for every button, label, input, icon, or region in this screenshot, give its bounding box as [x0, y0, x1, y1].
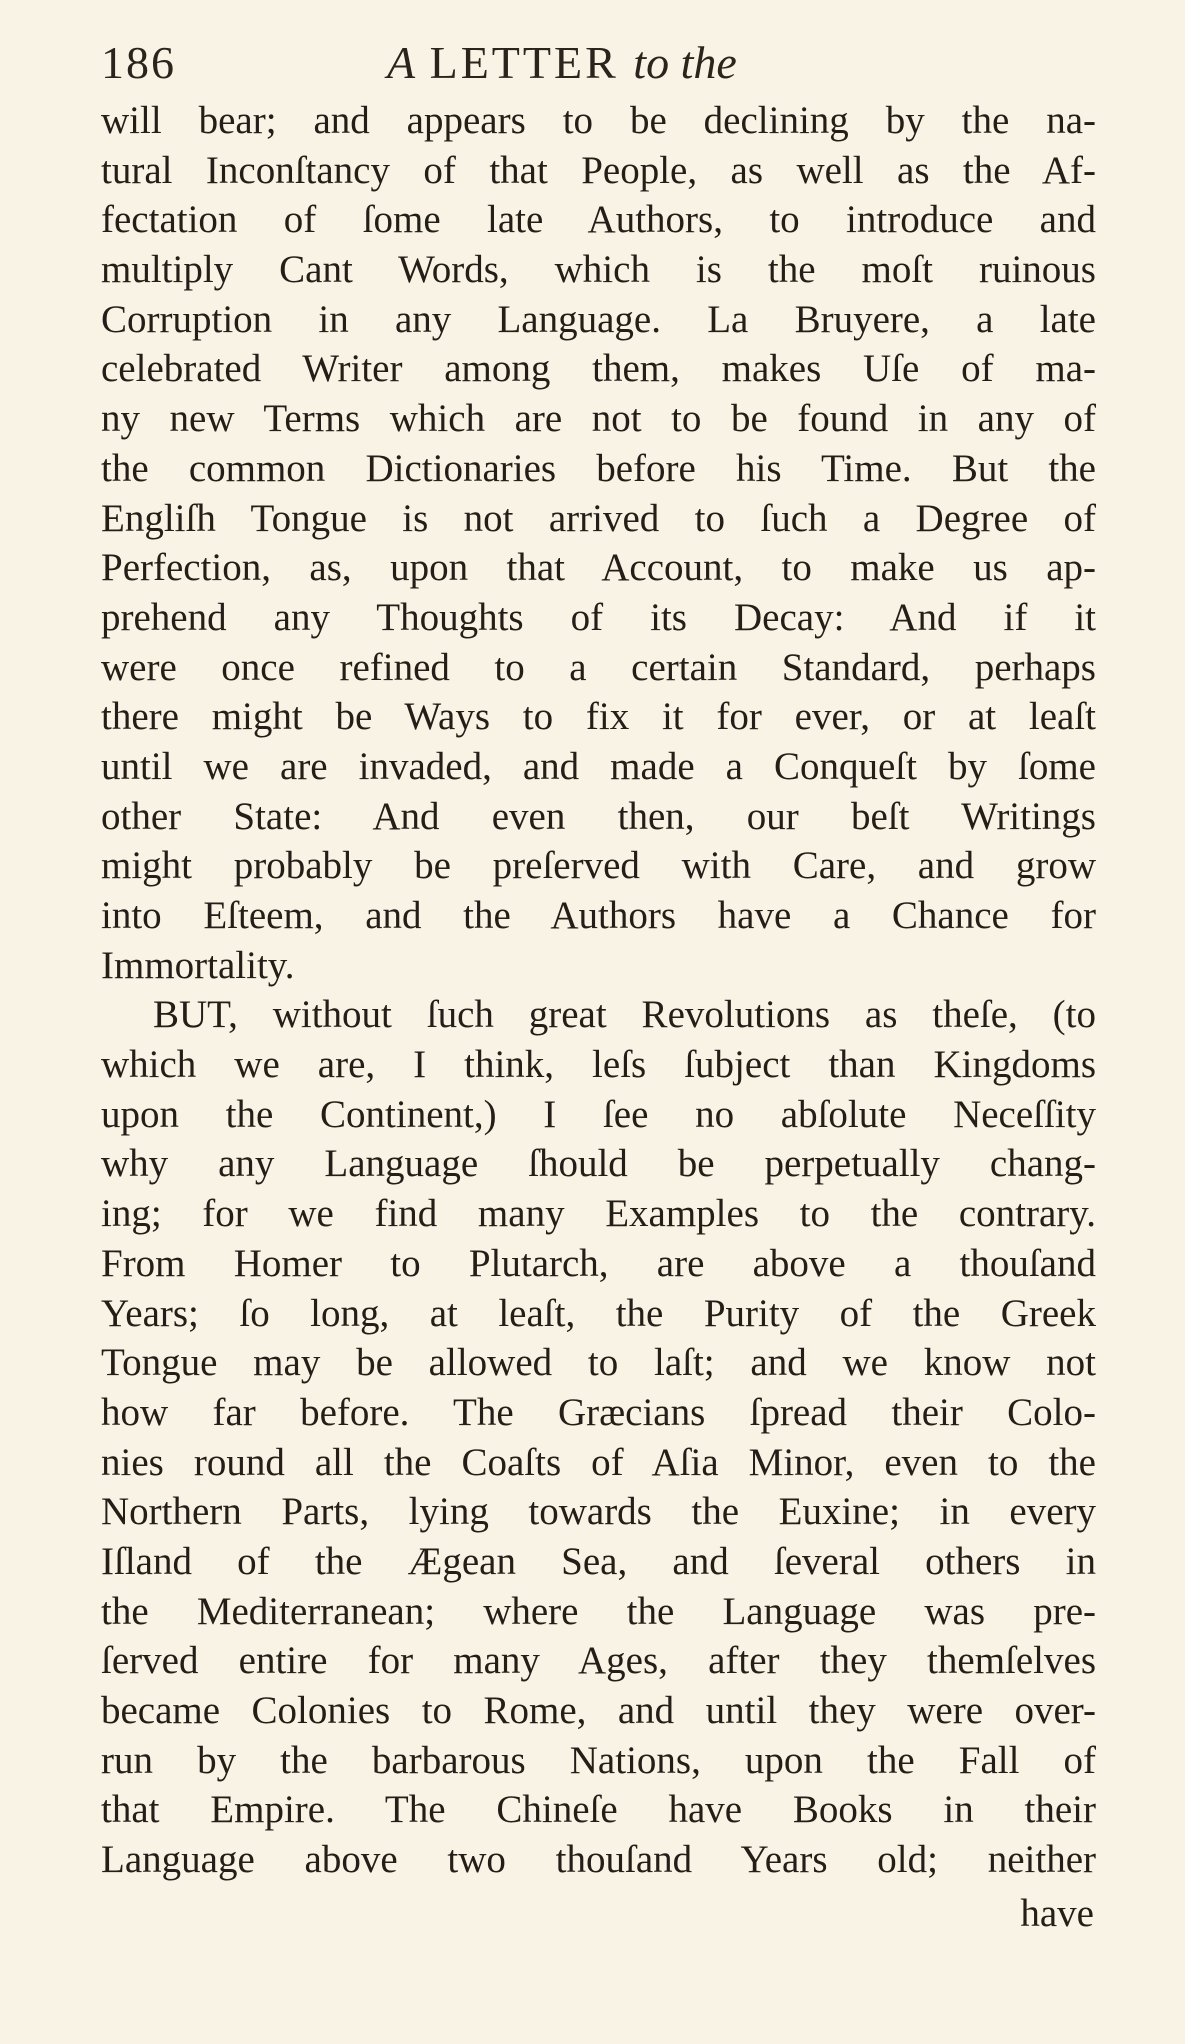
text-line: celebrated Writer among them, makes Uſe of ma-: [101, 347, 1096, 391]
text-line: Tongue may be allowed to laſt; and we know not: [101, 1341, 1096, 1385]
text-line: might probably be preſerved with Care, and grow: [101, 844, 1096, 888]
text-line: Iſland of the Ægean Sea, and ſeveral others in: [101, 1539, 1096, 1583]
text-line: that Empire. The Chineſe have Books in their: [101, 1788, 1096, 1832]
text-line: fectation of ſome late Authors, to introduce and: [101, 198, 1096, 242]
text-line: which we are, I think, leſs ſubject than Kingdoms: [101, 1043, 1096, 1087]
text-line: how far before. The Græcians ſpread their Colo-: [101, 1390, 1096, 1434]
text-line: the Mediterranean; where the Language was pre-: [101, 1589, 1096, 1633]
text-line: ing; for we find many Examples to the contrary.: [101, 1192, 1096, 1236]
running-title-prefix: A: [387, 37, 416, 88]
text-line: became Colonies to Rome, and until they were over-: [101, 1689, 1096, 1732]
text-line: run by the barbarous Nations, upon the Fall of: [101, 1738, 1096, 1782]
text-line: were once refined to a certain Standard, perhaps: [101, 645, 1096, 689]
text-line: From Homer to Plutarch, are above a thouſand: [101, 1241, 1096, 1285]
text-line: prehend any Thoughts of its Decay: And if it: [101, 595, 1096, 639]
text-line: upon the Continent,) I ſee no abſolute Neceſſity: [101, 1092, 1096, 1136]
running-title-main: LETTER: [429, 37, 619, 88]
text-line: the common Dictionaries before his Time. But the: [101, 446, 1096, 490]
running-title: [387, 36, 737, 89]
text-line: until we are invaded, and made a Conqueſt by ſome: [101, 744, 1096, 788]
text-line: nies round all the Coaſts of Aſia Minor, even to the: [101, 1440, 1096, 1484]
text-line: there might be Ways to fix it for ever, or at leaſt: [101, 695, 1096, 739]
text-line: Immortality.: [101, 943, 295, 987]
text-line: into Eſteem, and the Authors have a Chance for: [101, 894, 1096, 937]
page-number: 186: [101, 37, 176, 88]
body-text: [101, 96, 1096, 1885]
text-line: Perfection, as, upon that Account, to make us ap-: [101, 546, 1096, 590]
text-line: ny new Terms which are not to be found in any of: [101, 397, 1096, 441]
text-line: Engliſh Tongue is not arrived to ſuch a Degree of: [101, 496, 1096, 540]
text-line: BUT, without ſuch great Revolutions as theſe, (to: [153, 993, 1096, 1037]
text-line: tural Inconſtancy of that People, as well as the Af-: [101, 148, 1096, 192]
running-title-suffix: to the: [633, 37, 737, 88]
text-line: will bear; and appears to be declining by the na-: [101, 99, 1096, 142]
text-line: why any Language ſhould be perpetually chang-: [101, 1142, 1096, 1186]
text-line: multiply Cant Words, which is the moſt ruinous: [101, 248, 1096, 292]
text-line: ſerved entire for many Ages, after they themſelves: [101, 1639, 1096, 1683]
text-line: Northern Parts, lying towards the Euxine; in every: [101, 1490, 1096, 1534]
text-line: other State: And even then, our beſt Writings: [101, 794, 1096, 838]
text-line: Corruption in any Language. La Bruyere, a late: [101, 297, 1096, 341]
text-line: Years; ſo long, at leaſt, the Purity of the Greek: [101, 1291, 1096, 1335]
catchword: have: [1020, 1892, 1094, 1935]
text-line: Language above two thouſand Years old; neither: [101, 1838, 1096, 1882]
running-head: [101, 28, 1101, 98]
